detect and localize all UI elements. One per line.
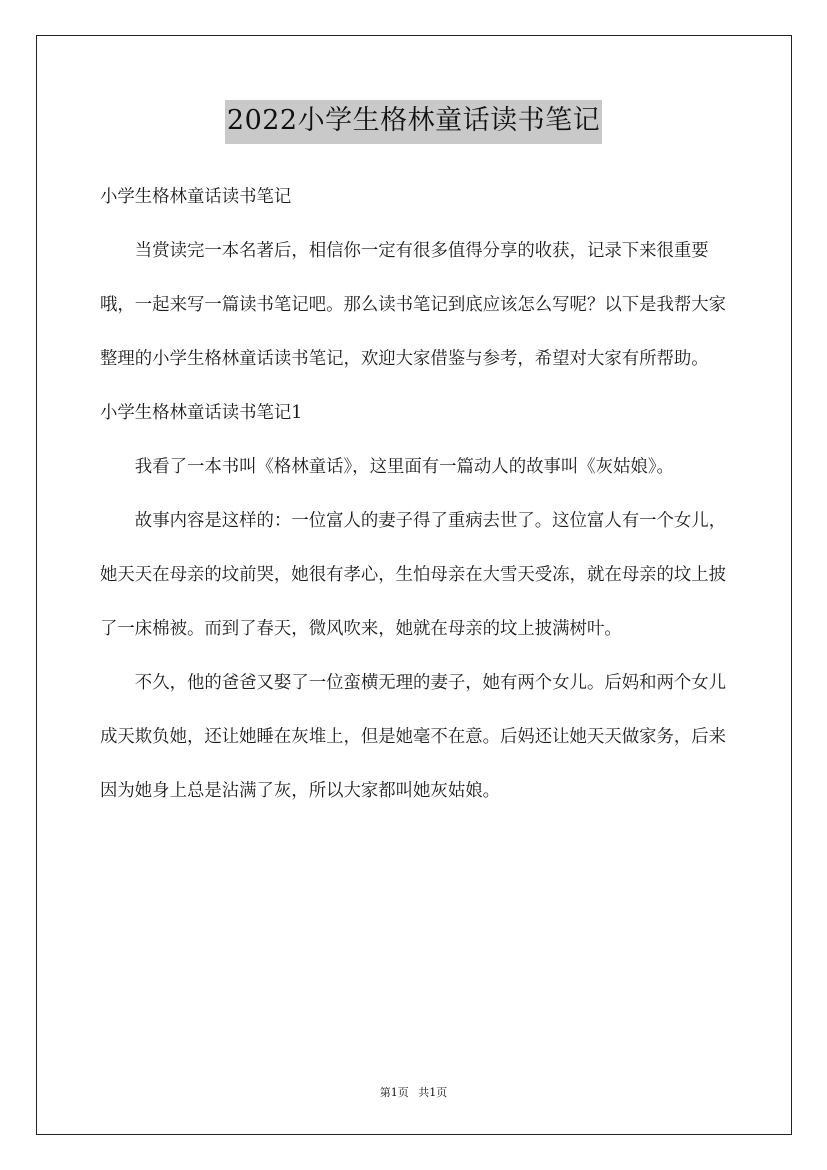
section-heading: 小学生格林童话读书笔记 [100, 187, 292, 207]
body-paragraph: 我看了一本书叫《格林童话》，这里面有一篇动人的故事叫《灰姑娘》。 [134, 457, 674, 477]
body-paragraph: 故事内容是这样的：一位富人的妻子得了重病去世了。这位富人有一个女儿，她天天在母亲的坟前哭，她很有孝心，生怕母亲在大雪天受冻，就在母亲的坟上披了一床棉被。而到了春天，微风吹来，她就在母亲的坟上披满树叶。 [100, 511, 727, 639]
document-body [100, 170, 730, 818]
document-title: 2022小学生格林童话读书笔记 [225, 100, 602, 144]
page-number: 第1页 [379, 1086, 409, 1099]
page-footer [0, 1084, 827, 1100]
body-paragraph: 不久，他的爸爸又娶了一位蛮横无理的妻子，她有两个女儿。后妈和两个女儿成天欺负她，还让她睡在灰堆上，但是她毫不在意。后妈还让她天天做家务，后来因为她身上总是沾满了灰，所以大家都叫她灰姑娘。 [100, 673, 727, 801]
page-total: 共1页 [418, 1086, 448, 1099]
section-heading: 小学生格林童话读书笔记1 [100, 403, 303, 423]
body-paragraph: 当赏读完一本名著后，相信你一定有很多值得分享的收获，记录下来很重要哦，一起来写一篇读书笔记吧。那么读书笔记到底应该怎么写呢？以下是我帮大家整理的小学生格林童话读书笔记，欢迎大家借鉴与参考，希望对大家有所帮助。 [100, 241, 727, 369]
title-container [0, 100, 827, 144]
